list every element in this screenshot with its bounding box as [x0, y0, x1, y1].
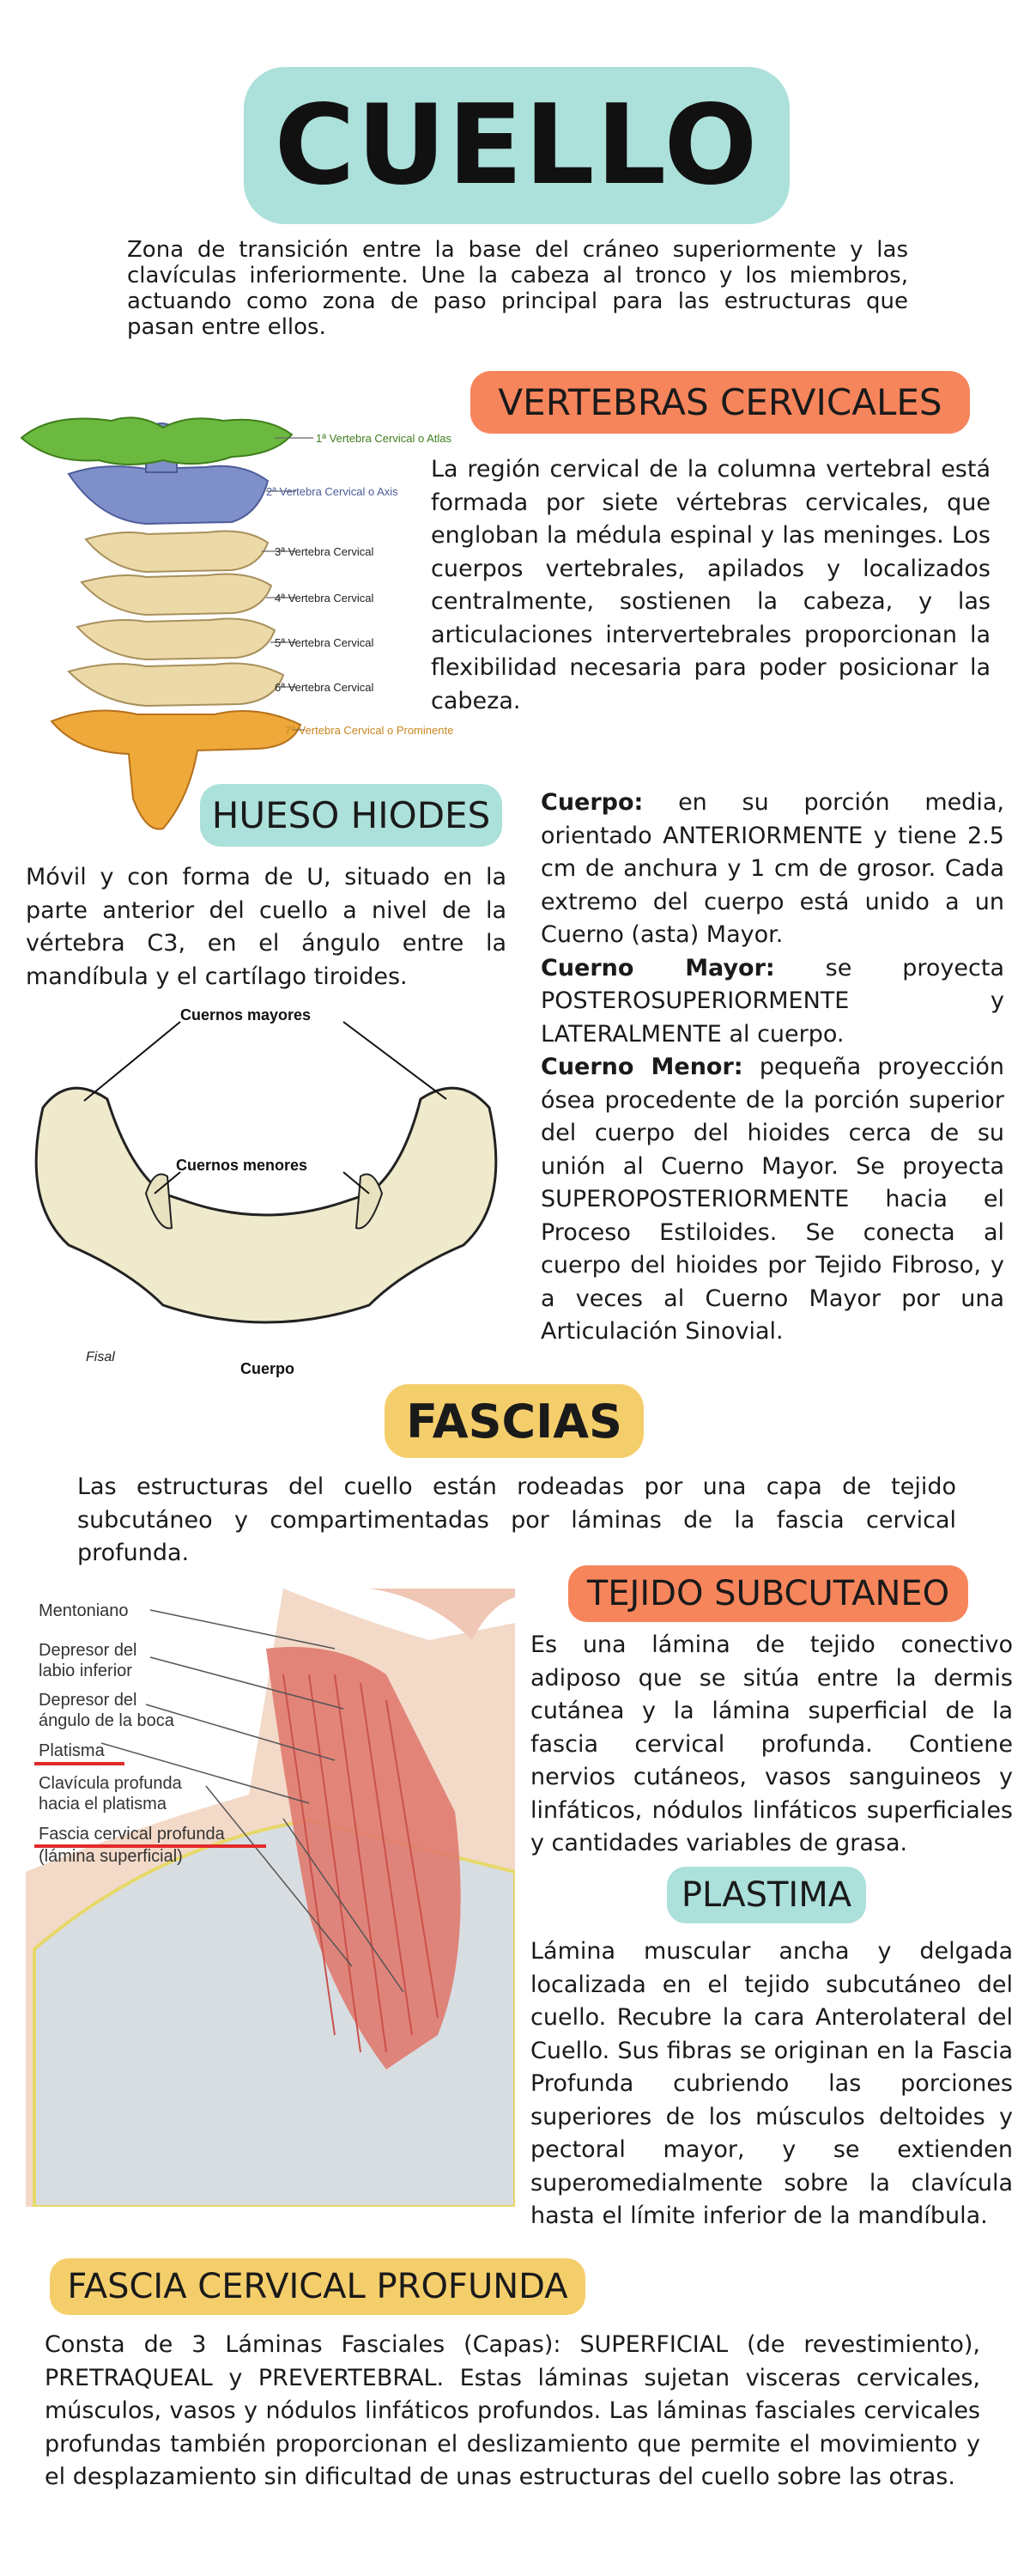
label-c3: 3ª Vertebra Cervical	[275, 545, 374, 558]
label-depresor-labio: Depresor del labio inferior	[39, 1641, 137, 1680]
page-title: CUELLO	[244, 67, 790, 224]
label-c4: 4ª Vertebra Cervical	[275, 592, 374, 605]
label-platisma: Platisma	[39, 1741, 105, 1760]
neck-fascia-illustration	[26, 1589, 515, 2207]
cuerno-mayor-label: Cuerno Mayor:	[541, 954, 775, 981]
section-title-vertebras: VERTEBRAS CERVICALES	[470, 371, 970, 434]
hueso-partes-text	[541, 787, 1004, 1349]
label-clavicula: Clavícula profunda hacia el platisma	[39, 1774, 182, 1814]
section-title-profunda: FASCIA CERVICAL PROFUNDA	[50, 2258, 585, 2315]
cuerno-menor-label: Cuerno Menor:	[541, 1054, 743, 1080]
label-c7: 7ª Vertebra Cervical o Prominente	[285, 724, 454, 737]
label-mentoniano: Mentoniano	[39, 1601, 129, 1620]
label-cuernos-menores: Cuernos menores	[176, 1157, 308, 1174]
label-cuernos-mayores: Cuernos mayores	[180, 1006, 312, 1024]
plastima-text: Lámina muscular ancha y delgada localizada en el tejido subcutáneo del cuello. Recubre la cara Anterolateral del Cuello. Sus fibras se originan en la Fascia Profunda cubriendo las porciones superiores de los músculos deltoides y pectoral mayor, y se extienden superomedialmente sobre la clavícula hasta el límite inferior de la mandíbula.	[530, 1938, 1013, 2229]
hueso-text: Móvil y con forma de U, situado en la parte anterior del cuello a nivel de la vértebra C3, en el ángulo entre la mandíbula y el cartílago tiroides.	[26, 864, 506, 990]
label-atlas: 1ª Vertebra Cervical o Atlas	[316, 432, 451, 445]
signature: Fisal	[86, 1350, 115, 1364]
section-title-plastima: PLASTIMA	[667, 1867, 866, 1923]
cuerno-mayor-desc: se proyecta POSTEROSUPERIORMENTE y LATERALMENTE al cuerpo.	[541, 954, 1005, 1048]
label-fascia-profunda: Fascia cervical profunda	[39, 1825, 225, 1844]
label-lamina-superficial: (lámina superficial)	[39, 1847, 183, 1866]
section-title-tejido: TEJIDO SUBCUTANEO	[568, 1565, 968, 1622]
label-axis: 2ª Vertebra Cervical o Axis	[266, 485, 398, 498]
label-cuerpo: Cuerpo	[240, 1360, 294, 1377]
profunda-text: Consta de 3 Láminas Fasciales (Capas): SUPERFICIAL (de revestimiento), PRETRAQUEAL y PREVERTEBRAL. Estas láminas sujetan visceras cervicales, músculos, vasos y nódulos linfáticos profundos. Las láminas fasciales cervicales profundas también proporcionan el deslizamiento que permite el movimiento y el desplazamiento sin dificultad de unas estructuras del cuello sobre las otras.	[45, 2331, 980, 2490]
tejido-text: Es una lámina de tejido conectivo adiposo que se sitúa entre la dermis cutánea y la lámina superficial de la fascia cervical profunda. Contiene nervios cutáneos, vasos sanguineos y linfáticos, nódulos linfáticos superficiales y cantidades variables de grasa.	[530, 1631, 1013, 1856]
vertebras-text: La región cervical de la columna vertebral está formada por siete vértebras cervicales, que engloban la médula espinal y las meninges. Los cuerpos vertebrales, apilados y localizados centralmente, sostienen la cabeza, y las articulaciones intervertebrales proporcionan la flexibilidad necesaria para poder posicionar la cabeza.	[431, 456, 991, 714]
cervical-vertebrae-illustration	[17, 395, 498, 841]
label-c6: 6ª Vertebra Cervical	[275, 681, 374, 694]
section-title-hueso: HUESO HIODES	[200, 784, 502, 847]
section-title-fascias: FASCIAS	[385, 1384, 644, 1458]
cuerpo-label: Cuerpo:	[541, 789, 644, 816]
cuerno-menor-desc: pequeña proyección ósea procedente de la porción superior del cuerpo del hioides cerca de su unión al Cuerno Mayor. Se proyecta SUPEROPOSTERIORMENTE hacia el Proceso Estiloides. Se conecta al cuerpo del hioides por Tejido Fibroso, y a veces al Cuerno Mayor por una Articulación Sinovial.	[541, 1054, 1004, 1345]
hyoid-bone-illustration	[17, 996, 515, 1382]
intro-text: Zona de transición entre la base del cráneo superiormente y las clavículas inferiormente. Une la cabeza al tronco y los miembros, actuando como zona de paso principal para las estructuras que pasan entre ellos.	[127, 237, 908, 340]
fascias-text: Las estructuras del cuello están rodeadas por una capa de tejido subcutáneo y compartimentadas por láminas de la fascia cervical profunda.	[77, 1473, 956, 1566]
label-c5: 5ª Vertebra Cervical	[275, 636, 374, 649]
cuerpo-desc: en su porción media, orientado ANTERIORMENTE y tiene 2.5 cm de anchura y 1 cm de grosor. Cada extremo del cuerpo está unido a un Cuerno (asta) Mayor.	[541, 789, 1004, 948]
label-depresor-angulo: Depresor del ángulo de la boca	[39, 1691, 174, 1730]
